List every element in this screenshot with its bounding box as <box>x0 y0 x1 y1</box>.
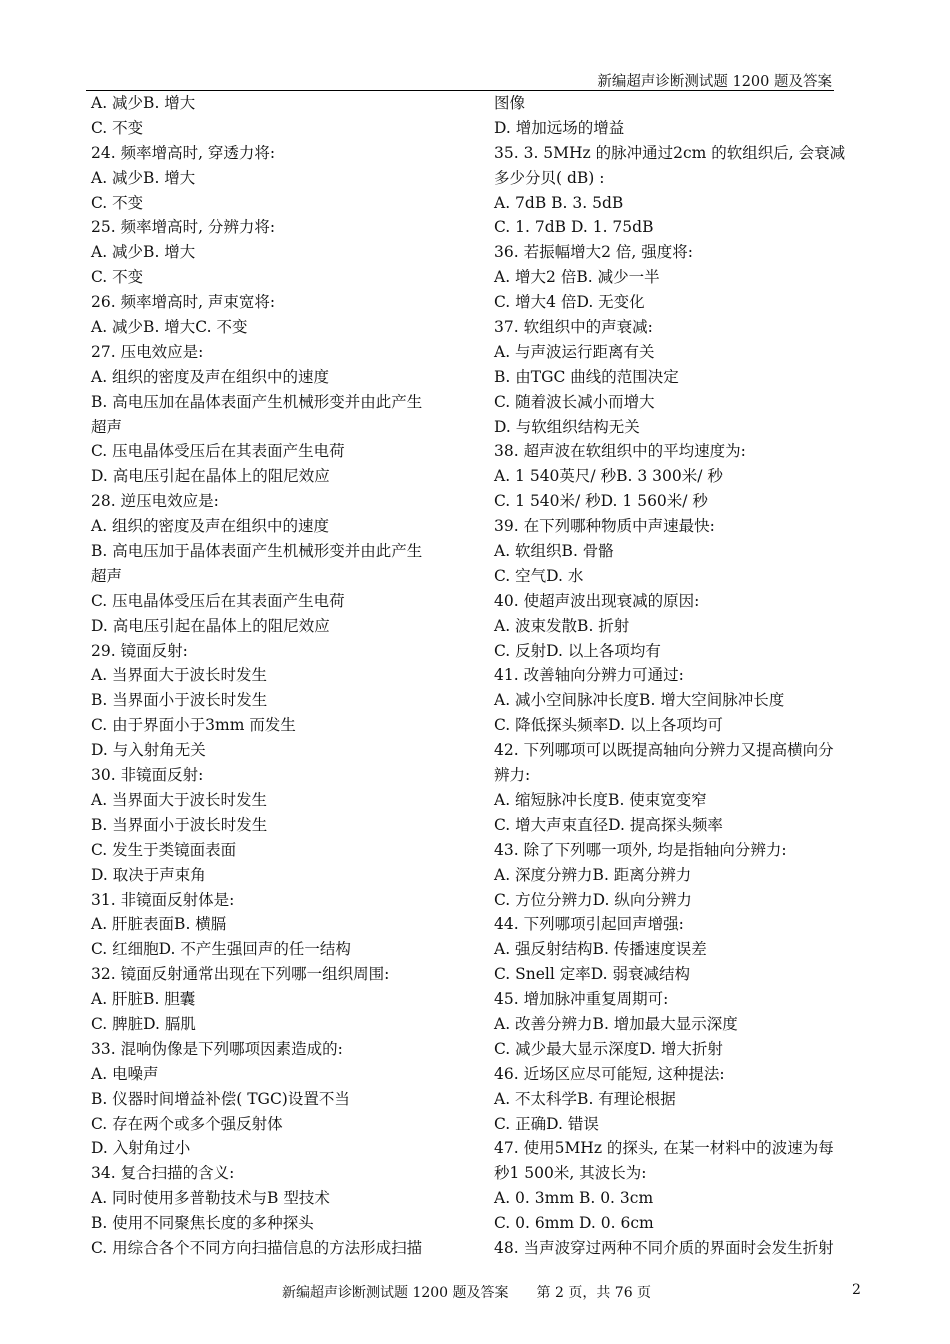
text-line: C. 1 540米/ 秒D. 1 560米/ 秒 <box>494 492 708 511</box>
text-line: B. 仪器时间增益补偿( TGC)设置不当 <box>91 1089 350 1108</box>
text-line: A. 当界面大于波长时发生 <box>91 790 268 809</box>
text-line: A. 缩短脉冲长度B. 使束宽变窄 <box>494 790 707 809</box>
text-line: C. 不变 <box>91 268 144 287</box>
text-line: A. 深度分辨力B. 距离分辨力 <box>494 865 692 884</box>
text-line: 26. 频率增高时, 声束宽将: <box>91 293 276 312</box>
text-line: A. 0. 3mm B. 0. 3cm <box>494 1189 654 1208</box>
text-line: 图像 <box>494 94 526 112</box>
text-line: A. 不太科学B. 有理论根据 <box>494 1089 676 1108</box>
text-line: A. 肝脏表面B. 横膈 <box>91 915 227 934</box>
text-line: C. 由于界面小于3mm 而发生 <box>91 716 296 735</box>
text-line: A. 波束发散B. 折射 <box>494 616 630 635</box>
text-line: 24. 频率增高时, 穿透力将: <box>91 143 276 162</box>
text-line: C. 用综合各个不同方向扫描信息的方法形成扫描 <box>91 1238 423 1257</box>
text-line: C. 方位分辨力D. 纵向分辨力 <box>494 890 692 909</box>
text-line: 25. 频率增高时, 分辨力将: <box>91 218 276 237</box>
text-line: A. 减少B. 增大C. 不变 <box>91 318 248 337</box>
text-line: A. 减少B. 增大 <box>91 94 196 112</box>
text-line: 40. 使超声波出现衰减的原因: <box>494 591 700 610</box>
text-line: A. 电噪声 <box>91 1064 159 1083</box>
text-line: C. 存在两个或多个强反射体 <box>91 1114 283 1133</box>
text-line: A. 与声波运行距离有关 <box>494 342 655 361</box>
text-line: 41. 改善轴向分辨力可通过: <box>494 666 684 685</box>
text-line: A. 当界面大于波长时发生 <box>91 666 268 685</box>
text-line: 超声 <box>91 566 123 585</box>
text-line: C. 压电晶体受压后在其表面产生电荷 <box>91 442 345 461</box>
text-line: 31. 非镜面反射体是: <box>91 890 235 909</box>
text-line: A. 肝脏B. 胆囊 <box>91 990 196 1009</box>
text-line: A. 7dB B. 3. 5dB <box>494 193 624 212</box>
text-line: C. 不变 <box>91 118 144 137</box>
text-line: A. 同时使用多普勒技术与B 型技术 <box>91 1189 330 1208</box>
text-line: C. 增大声束直径D. 提高探头频率 <box>494 815 723 834</box>
text-line: C. 正确D. 错误 <box>494 1114 599 1133</box>
text-line: A. 改善分辨力B. 增加最大显示深度 <box>494 1014 738 1033</box>
text-line: B. 当界面小于波长时发生 <box>91 815 268 834</box>
text-line: A. 增大2 倍B. 减少一半 <box>494 268 660 287</box>
text-line: 39. 在下列哪种物质中声速最快: <box>494 517 715 536</box>
text-line: 28. 逆压电效应是: <box>91 492 219 511</box>
text-line: 秒1 500米, 其波长为: <box>494 1164 647 1183</box>
text-line: 42. 下列哪项可以既提高轴向分辨力又提高横向分 <box>494 741 834 760</box>
text-line: C. 增大4 倍D. 无变化 <box>494 293 645 312</box>
text-line: 辨力: <box>494 766 531 785</box>
text-line: 超声 <box>91 417 123 436</box>
text-line: 36. 若振幅增大2 倍, 强度将: <box>494 243 693 262</box>
text-line: 29. 镜面反射: <box>91 641 188 660</box>
text-line: C. 反射D. 以上各项均有 <box>494 641 661 660</box>
text-line: 27. 压电效应是: <box>91 342 204 361</box>
text-line: C. 0. 6mm D. 0. 6cm <box>494 1214 654 1233</box>
text-line: B. 当界面小于波长时发生 <box>91 691 268 710</box>
text-line: C. 红细胞D. 不产生强回声的任一结构 <box>91 940 351 959</box>
text-line: 32. 镜面反射通常出现在下列哪一组织周围: <box>91 965 390 984</box>
text-line: D. 高电压引起在晶体上的阻尼效应 <box>91 467 330 486</box>
text-line: A. 减少B. 增大 <box>91 243 196 262</box>
text-line: 30. 非镜面反射: <box>91 766 204 785</box>
text-line: A. 减少B. 增大 <box>91 168 196 187</box>
text-line: A. 组织的密度及声在组织中的速度 <box>91 367 330 386</box>
text-line: A. 软组织B. 骨骼 <box>494 542 614 561</box>
right-column <box>494 91 862 1261</box>
text-line: A. 1 540英尺/ 秒B. 3 300米/ 秒 <box>494 467 723 486</box>
page-number: 2 <box>852 1282 861 1298</box>
header-title: 新编超声诊断测试题 1200 题及答案 <box>597 74 832 90</box>
text-line: D. 增加远场的增益 <box>494 118 625 137</box>
text-line: C. Snell 定率D. 弱衰减结构 <box>494 965 691 984</box>
text-line: 47. 使用5MHz 的探头, 在某一材料中的波速为每 <box>494 1139 834 1158</box>
text-line: D. 入射角过小 <box>91 1139 191 1158</box>
text-line: 48. 当声波穿过两种不同介质的界面时会发生折射 <box>494 1238 834 1257</box>
text-line: 38. 超声波在软组织中的平均速度为: <box>494 442 746 461</box>
text-line: C. 降低探头频率D. 以上各项均可 <box>494 716 723 735</box>
text-line: 35. 3. 5MHz 的脉冲通过2cm 的软组织后, 会衰减 <box>494 143 846 162</box>
text-line: 44. 下列哪项引起回声增强: <box>494 915 684 934</box>
text-line: C. 空气D. 水 <box>494 566 584 585</box>
text-line: D. 与入射角无关 <box>91 741 206 760</box>
footer-text: 新编超声诊断测试题 1200 题及答案 第 2 页，共 76 页 <box>282 1285 652 1301</box>
text-line: D. 与软组织结构无关 <box>494 417 640 436</box>
text-line: B. 使用不同聚焦长度的多种探头 <box>91 1214 314 1233</box>
text-line: D. 高电压引起在晶体上的阻尼效应 <box>91 616 330 635</box>
text-line: B. 高电压加于晶体表面产生机械形变并由此产生 <box>91 542 423 561</box>
text-line: B. 由TGC 曲线的范围决定 <box>494 367 679 386</box>
text-line: D. 取决于声束角 <box>91 865 206 884</box>
text-line: C. 发生于类镜面表面 <box>91 840 237 859</box>
text-line: 34. 复合扫描的含义: <box>91 1164 235 1183</box>
text-line: A. 组织的密度及声在组织中的速度 <box>91 517 330 536</box>
text-line: C. 压电晶体受压后在其表面产生电荷 <box>91 591 345 610</box>
text-line: A. 减小空间脉冲长度B. 增大空间脉冲长度 <box>494 691 785 710</box>
text-line: 37. 软组织中的声衰减: <box>494 318 653 337</box>
text-line: 多少分贝( dB) : <box>494 168 605 187</box>
left-column <box>91 91 463 1261</box>
text-line: C. 脾脏D. 膈肌 <box>91 1014 196 1033</box>
text-line: 33. 混响伪像是下列哪项因素造成的: <box>91 1039 343 1058</box>
text-line: C. 1. 7dB D. 1. 75dB <box>494 218 654 237</box>
text-line: 45. 增加脉冲重复周期可: <box>494 990 669 1009</box>
text-line: C. 随着波长减小而增大 <box>494 392 655 411</box>
text-line: B. 高电压加在晶体表面产生机械形变并由此产生 <box>91 392 423 411</box>
text-line: 46. 近场区应尽可能短, 这种提法: <box>494 1064 725 1083</box>
text-line: A. 强反射结构B. 传播速度误差 <box>494 940 707 959</box>
text-line: C. 不变 <box>91 193 144 212</box>
text-line: C. 减少最大显示深度D. 增大折射 <box>494 1039 723 1058</box>
text-line: 43. 除了下列哪一项外, 均是指轴向分辨力: <box>494 840 787 859</box>
